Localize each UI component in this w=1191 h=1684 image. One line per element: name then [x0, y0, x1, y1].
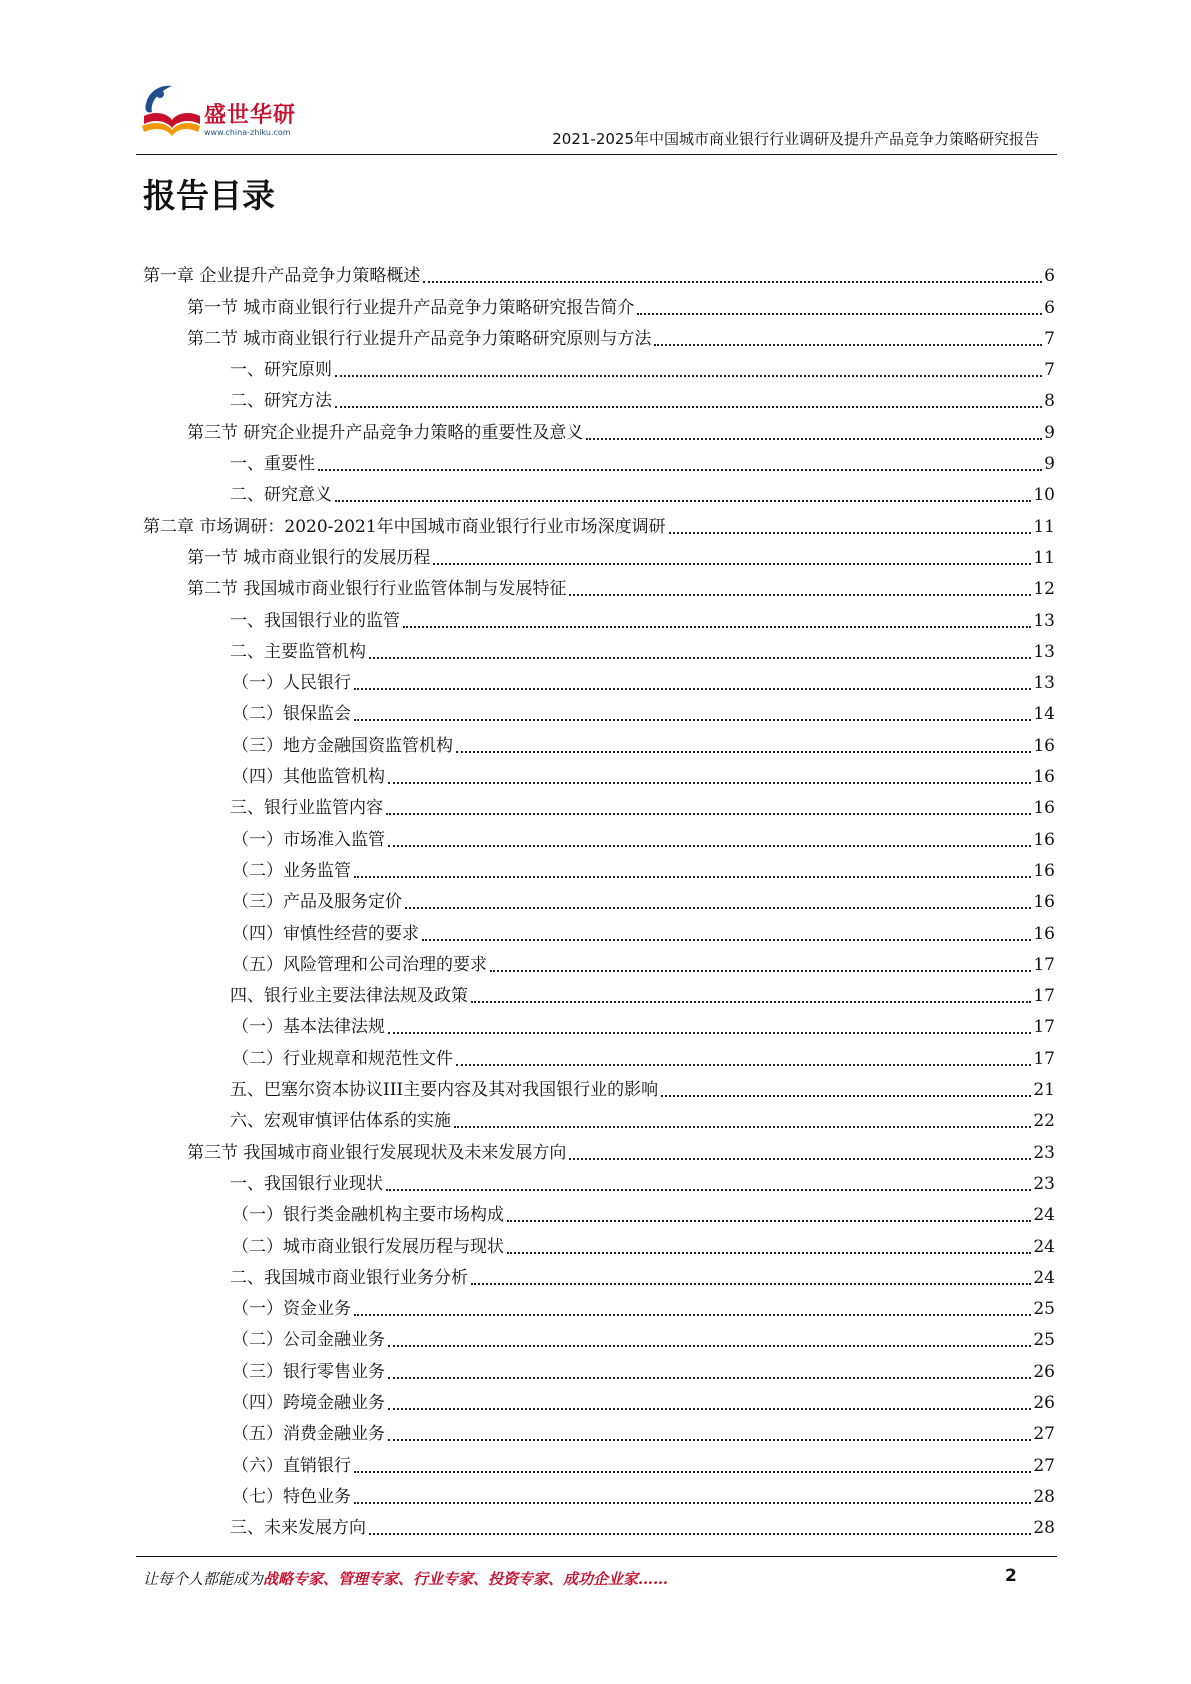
toc-entry-page: 16: [1033, 892, 1055, 913]
toc-entry[interactable]: [143, 604, 1055, 635]
toc-entry-label: 第一节 城市商业银行的发展历程: [187, 547, 431, 568]
toc-entry-page: 12: [1033, 579, 1055, 600]
toc-dot-leader: [490, 970, 1031, 972]
toc-entry[interactable]: [143, 792, 1055, 823]
toc-entry-page: 14: [1033, 704, 1055, 725]
toc-entry-page: 17: [1033, 1048, 1055, 1069]
toc-entry-label: 六、宏观审慎评估体系的实施: [230, 1111, 451, 1132]
toc-entry-label: （三）产品及服务定价: [232, 892, 402, 913]
toc-entry[interactable]: [143, 323, 1055, 354]
logo-url: www.china-zhiku.com: [204, 128, 291, 137]
toc-entry-page: 17: [1033, 986, 1055, 1007]
book-swoosh-icon: [138, 80, 202, 144]
toc-entry-label: （四）跨境金融业务: [232, 1392, 385, 1413]
toc-dot-leader: [388, 845, 1031, 847]
toc-entry-label: （五）风险管理和公司治理的要求: [232, 954, 487, 975]
toc-entry-label: 五、巴塞尔资本协议III主要内容及其对我国银行业的影响: [230, 1080, 659, 1101]
toc-dot-leader: [403, 626, 1031, 628]
toc-entry-page: 24: [1033, 1267, 1055, 1288]
toc-entry-label: 三、银行业监管内容: [230, 798, 383, 819]
toc-entry-label: 第二节 城市商业银行行业提升产品竞争力策略研究原则与方法: [187, 328, 652, 349]
toc-dot-leader: [354, 876, 1031, 878]
toc-dot-leader: [654, 344, 1042, 346]
toc-entry[interactable]: [143, 1418, 1055, 1449]
toc-entry-label: （二）行业规章和规范性文件: [232, 1048, 453, 1069]
toc-dot-leader: [569, 1158, 1031, 1160]
toc-entry-page: 16: [1033, 860, 1055, 881]
toc-entry[interactable]: [143, 949, 1055, 980]
toc-entry[interactable]: [143, 729, 1055, 760]
toc-entry-page: 24: [1033, 1236, 1055, 1257]
footer-slogan: [143, 1568, 668, 1589]
toc-entry-label: 第二节 我国城市商业银行行业监管体制与发展特征: [187, 579, 567, 600]
toc-entry[interactable]: [143, 886, 1055, 917]
toc-entry-page: 9: [1044, 422, 1055, 443]
toc-entry-page: 16: [1033, 798, 1055, 819]
toc-entry-page: 9: [1044, 454, 1055, 475]
toc-dot-leader: [386, 1189, 1031, 1191]
toc-entry-page: 16: [1033, 829, 1055, 850]
toc-entry[interactable]: [143, 1293, 1055, 1324]
toc-entry-label: （二）城市商业银行发展历程与现状: [232, 1236, 504, 1257]
toc-entry-label: 四、银行业主要法律法规及政策: [230, 986, 468, 1007]
toc-dot-leader: [388, 1408, 1031, 1410]
toc-dot-leader: [388, 1439, 1031, 1441]
toc-entry-label: （一）银行类金融机构主要市场构成: [232, 1205, 504, 1226]
toc-dot-leader: [507, 1252, 1031, 1254]
toc-entry[interactable]: [143, 510, 1055, 541]
report-title: 2021-2025年中国城市商业银行行业调研及提升产品竞争力策略研究报告: [552, 130, 1039, 148]
footer-slogan-highlight: 战略专家、管理专家、行业专家、投资专家、成功企业家……: [263, 1570, 669, 1588]
toc-dot-leader: [586, 438, 1042, 440]
toc-dot-leader: [454, 1126, 1031, 1128]
toc-entry-label: 二、研究方法: [230, 391, 332, 412]
logo-wordmark: 盛世华研: [204, 103, 297, 128]
table-of-contents: [143, 260, 1055, 1543]
toc-entry-page: 16: [1033, 923, 1055, 944]
toc-dot-leader: [386, 813, 1031, 815]
toc-entry-label: （二）业务监管: [232, 860, 351, 881]
toc-entry[interactable]: [143, 1324, 1055, 1355]
toc-entry-page: 27: [1033, 1424, 1055, 1445]
toc-dot-leader: [422, 939, 1031, 941]
toc-entry-label: 二、主要监管机构: [230, 641, 366, 662]
toc-dot-leader: [369, 1533, 1031, 1535]
toc-entry-page: 27: [1033, 1455, 1055, 1476]
toc-dot-leader: [388, 782, 1031, 784]
toc-dot-leader: [354, 688, 1031, 690]
toc-entry-label: 一、我国银行业现状: [230, 1173, 383, 1194]
toc-entry[interactable]: [143, 698, 1055, 729]
toc-dot-leader: [507, 1220, 1031, 1222]
toc-dot-leader: [456, 1064, 1031, 1066]
toc-entry-page: 16: [1033, 735, 1055, 756]
toc-dot-leader: [354, 1314, 1031, 1316]
toc-dot-leader: [471, 1001, 1031, 1003]
company-logo: [138, 80, 318, 150]
page-number: 2: [1005, 1566, 1017, 1586]
toc-entry[interactable]: [143, 542, 1055, 573]
toc-entry[interactable]: [143, 636, 1055, 667]
toc-entry[interactable]: [143, 1262, 1055, 1293]
toc-dot-leader: [433, 563, 1031, 565]
toc-entry[interactable]: [143, 980, 1055, 1011]
toc-entry[interactable]: [143, 260, 1055, 291]
toc-entry-label: （一）人民银行: [232, 673, 351, 694]
toc-entry-label: 第一章 企业提升产品竞争力策略概述: [143, 266, 421, 287]
toc-entry[interactable]: [143, 448, 1055, 479]
toc-entry[interactable]: [143, 1512, 1055, 1543]
toc-entry-page: 23: [1033, 1173, 1055, 1194]
toc-entry-page: 11: [1033, 516, 1055, 537]
toc-entry-label: （一）资金业务: [232, 1299, 351, 1320]
toc-entry-label: 一、研究原则: [230, 360, 332, 381]
toc-entry[interactable]: [143, 1481, 1055, 1512]
toc-entry-page: 24: [1033, 1205, 1055, 1226]
toc-entry-label: （六）直销银行: [232, 1455, 351, 1476]
toc-entry[interactable]: [143, 917, 1055, 948]
toc-dot-leader: [423, 281, 1042, 283]
toc-entry-label: （四）审慎性经营的要求: [232, 923, 419, 944]
toc-entry-page: 22: [1033, 1111, 1055, 1132]
toc-dot-leader: [335, 500, 1031, 502]
toc-entry-page: 13: [1033, 610, 1055, 631]
toc-dot-leader: [318, 469, 1042, 471]
toc-entry-page: 13: [1033, 673, 1055, 694]
toc-entry[interactable]: [143, 385, 1055, 416]
toc-entry[interactable]: [143, 1136, 1055, 1167]
toc-entry-page: 16: [1033, 767, 1055, 788]
toc-dot-leader: [637, 313, 1042, 315]
toc-entry-page: 23: [1033, 1142, 1055, 1163]
toc-entry[interactable]: [143, 1355, 1055, 1386]
toc-entry-page: 11: [1033, 547, 1055, 568]
toc-dot-leader: [335, 406, 1042, 408]
toc-entry[interactable]: [143, 1230, 1055, 1261]
toc-entry[interactable]: [143, 667, 1055, 698]
toc-entry[interactable]: [143, 761, 1055, 792]
toc-entry-label: 一、重要性: [230, 454, 315, 475]
toc-entry-page: 7: [1044, 360, 1055, 381]
toc-dot-leader: [661, 1095, 1031, 1097]
toc-entry-label: 第三节 我国城市商业银行发展现状及未来发展方向: [187, 1142, 567, 1163]
toc-dot-leader: [405, 907, 1031, 909]
toc-dot-leader: [456, 751, 1031, 753]
toc-entry[interactable]: [143, 479, 1055, 510]
toc-entry[interactable]: [143, 1042, 1055, 1073]
toc-entry-page: 26: [1033, 1361, 1055, 1382]
toc-entry-page: 8: [1044, 391, 1055, 412]
toc-dot-leader: [388, 1377, 1031, 1379]
toc-entry[interactable]: [143, 354, 1055, 385]
toc-entry[interactable]: [143, 1074, 1055, 1105]
toc-entry-label: （二）公司金融业务: [232, 1330, 385, 1351]
toc-entry-label: 三、未来发展方向: [230, 1518, 366, 1539]
toc-entry-label: （一）基本法律法规: [232, 1017, 385, 1038]
toc-entry-label: （二）银保监会: [232, 704, 351, 725]
toc-entry[interactable]: [143, 823, 1055, 854]
toc-entry-page: 17: [1033, 1017, 1055, 1038]
toc-entry-page: 28: [1033, 1486, 1055, 1507]
toc-dot-leader: [388, 1032, 1031, 1034]
toc-entry[interactable]: [143, 1449, 1055, 1480]
footer-divider: [136, 1556, 1057, 1557]
footer-slogan-lead: 让每个人都能成为: [143, 1570, 264, 1588]
toc-dot-leader: [388, 1345, 1031, 1347]
toc-entry-page: 25: [1033, 1330, 1055, 1351]
toc-dot-leader: [354, 719, 1031, 721]
toc-dot-leader: [471, 1283, 1031, 1285]
toc-entry-page: 10: [1033, 485, 1055, 506]
toc-entry-label: （五）消费金融业务: [232, 1424, 385, 1445]
toc-entry-label: （七）特色业务: [232, 1486, 351, 1507]
toc-entry-label: 第二章 市场调研：2020-2021年中国城市商业银行行业市场深度调研: [143, 516, 666, 537]
toc-entry-label: 一、我国银行业的监管: [230, 610, 400, 631]
toc-dot-leader: [354, 1502, 1031, 1504]
toc-entry-label: 二、我国城市商业银行业务分析: [230, 1267, 468, 1288]
toc-entry-label: 二、研究意义: [230, 485, 332, 506]
toc-entry-page: 6: [1044, 266, 1055, 287]
toc-entry[interactable]: [143, 1199, 1055, 1230]
toc-entry-label: 第三节 研究企业提升产品竞争力策略的重要性及意义: [187, 422, 584, 443]
toc-entry-page: 13: [1033, 641, 1055, 662]
toc-entry[interactable]: [143, 1105, 1055, 1136]
toc-entry[interactable]: [143, 1168, 1055, 1199]
toc-entry[interactable]: [143, 1387, 1055, 1418]
toc-dot-leader: [669, 532, 1032, 534]
toc-entry[interactable]: [143, 1011, 1055, 1042]
toc-entry[interactable]: [143, 855, 1055, 886]
toc-entry-page: 7: [1044, 328, 1055, 349]
toc-entry-page: 21: [1033, 1080, 1055, 1101]
toc-entry-label: （一）市场准入监管: [232, 829, 385, 850]
toc-entry-page: 25: [1033, 1299, 1055, 1320]
toc-entry-page: 17: [1033, 954, 1055, 975]
toc-entry-label: 第一节 城市商业银行行业提升产品竞争力策略研究报告简介: [187, 297, 635, 318]
toc-dot-leader: [335, 375, 1042, 377]
toc-entry-label: （三）银行零售业务: [232, 1361, 385, 1382]
toc-dot-leader: [354, 1471, 1031, 1473]
toc-entry[interactable]: [143, 416, 1055, 447]
toc-entry-page: 6: [1044, 297, 1055, 318]
toc-entry[interactable]: [143, 573, 1055, 604]
toc-entry-label: （四）其他监管机构: [232, 767, 385, 788]
toc-entry-label: （三）地方金融国资监管机构: [232, 735, 453, 756]
toc-dot-leader: [369, 657, 1031, 659]
toc-dot-leader: [569, 594, 1031, 596]
toc-entry[interactable]: [143, 291, 1055, 322]
toc-entry-page: 26: [1033, 1392, 1055, 1413]
toc-entry-page: 28: [1033, 1518, 1055, 1539]
page-title: 报告目录: [143, 176, 275, 215]
header-divider: [136, 154, 1057, 155]
